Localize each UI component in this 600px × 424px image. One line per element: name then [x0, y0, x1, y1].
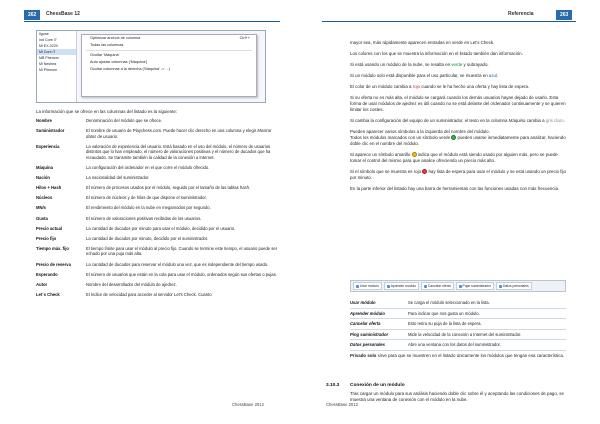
- menu-item-label: Ocultar 'Máquina': [90, 53, 120, 57]
- gray-word: gris claro: [545, 118, 564, 123]
- menu-item-hide-right[interactable]: [82, 66, 256, 73]
- cancel-offer-button[interactable]: Cancelar oferta: [421, 282, 454, 290]
- definition-term: Experiencia: [36, 143, 60, 149]
- right-column-text: [350, 40, 566, 197]
- privado-note: Privado solo sirve para que se muestren en el listado únicamente los módulos que tengan esa característica.: [350, 353, 565, 358]
- section-text: Tras cargar un módulo para sus análisis haciendo doble clic sobre él y aceptando las condiciones de pago, se muestra una ventana de conexión con el módulo en la nube.: [350, 391, 564, 402]
- menu-item-autofit[interactable]: [82, 59, 256, 66]
- toolbar-term: Aprender módulo: [350, 308, 408, 319]
- definition-text: La valoración de experiencia del usuario. Está basado en el uso del módulo, el número de usuarios distintos que lo han empleado, el número de valoraciones positivas y el número de ducados que ha recaudado. Se transmite también la calidad de la conexión a Internet.: [86, 143, 271, 160]
- paragraph: Pueden aparecer varios símbolos a la izquierda del nombre del módulo.: [350, 129, 490, 134]
- paragraph: Si está usando un módulo de la nube, se resalta en verde y subrayado.: [350, 62, 489, 67]
- definition-text: La nacionalidad del suministrador.: [86, 175, 150, 181]
- paragraph: Si cambia la configuración del equipo de un suministrador, el texto en la columna Máquina cambia a gris claro.: [350, 118, 565, 123]
- paragraph: Si un módulo solo está disponible para el uso particular, se muestra en azul.: [350, 73, 499, 78]
- red-word: rojo: [412, 84, 421, 89]
- definition-row: [36, 281, 280, 291]
- list-item: Mi EX-3220: [39, 44, 58, 48]
- menu-item-label: Optimizar anchos de columna: [90, 36, 141, 40]
- definition-row: [36, 184, 280, 194]
- toolbar-term: Datos personales: [350, 340, 408, 351]
- user-icon: [499, 285, 502, 288]
- menu-item-all-columns[interactable]: [82, 42, 256, 49]
- definition-text: El número de procesos usados por el módulo, seguido por el tamaño de las tablas hash.: [86, 185, 251, 191]
- header-rule-right: [322, 21, 576, 22]
- definition-text: La cantidad de ducados para reservar el módulo una vez, que es independiente del tiempo usado.: [86, 261, 269, 267]
- toolbar-term: Usar módulo: [350, 298, 408, 308]
- definition-term: Let´s Check: [36, 291, 60, 297]
- paragraph: El color de un módulo cambia a rojo cuando se le ha hecho una oferta y hay lista de espera.: [350, 84, 530, 89]
- list-item: Mi Core i7: [37, 49, 76, 55]
- green-symbol-icon: [451, 135, 456, 140]
- definition-term: Tiempo máx. fijo: [36, 245, 69, 251]
- definition-term: Gusta: [36, 215, 48, 221]
- definition-text: Nombre del desarrollador del módulo de ajedrez.: [86, 281, 177, 287]
- definition-term: MN/s: [36, 205, 47, 211]
- toolbar-row: [350, 329, 566, 340]
- toolbar-table: [350, 298, 566, 351]
- red-symbol-icon: [422, 169, 427, 174]
- definition-row: [36, 261, 280, 271]
- definition-row: [36, 127, 280, 143]
- definition-text: El nombre de usuario de Playchess.com. Puede hacer clic derecho en una columna y elegir Mostrar datos de usuario.: [86, 128, 272, 139]
- definition-term: Precio actual: [36, 225, 63, 231]
- menu-item-label: Ocultar columnas a la derecha ('Máquina' -> ...): [90, 67, 170, 71]
- paragraph: Los colores con los que se muestra la información en el listado también dan información.: [350, 51, 523, 56]
- paragraph: En la parte inferior del listado hay una barra de herramientas con las funciones usadas con más frecuencia.: [350, 186, 560, 191]
- menu-item-optimize[interactable]: [82, 35, 256, 42]
- menu-item-hide-machine[interactable]: [82, 52, 256, 59]
- toolbar-desc: Abre una ventana con los datos del suministrador.: [408, 340, 566, 351]
- toolbar-desc: Esto retira su puja de la lista de espera.: [408, 319, 566, 330]
- definition-term: Suministrador: [36, 128, 65, 134]
- toolbar-term: Cancelar oferta: [350, 319, 408, 330]
- definition-text: El número de usuarios que están en la cola para usar el módulo, ordenados según sus ofertas o pujas.: [86, 271, 277, 277]
- definition-row: [36, 194, 280, 204]
- ping-provider-button[interactable]: Pujar suministrador: [456, 282, 494, 290]
- engine-list: [37, 31, 77, 103]
- blue-word: azul: [488, 73, 497, 78]
- definition-term: Hilos + Hash: [36, 185, 62, 191]
- toolbar-desc: Para indicar que nos gusta un módulo.: [408, 308, 566, 319]
- header-title-right: Referencia: [508, 11, 534, 17]
- yellow-symbol-icon: [412, 152, 417, 157]
- context-menu-screenshot: [36, 30, 266, 103]
- footer-left: ChessBase 2012: [232, 402, 264, 407]
- definition-row: [36, 164, 280, 174]
- definition-row: [36, 117, 280, 127]
- footer-right: ChessBase 2012: [326, 402, 358, 407]
- green-word: verde: [451, 62, 463, 67]
- definition-text: El rendimiento del módulo en la nube en megamodos por segundo.: [86, 205, 211, 211]
- menu-item-label: Auto ajustar columnas ('Máquina'): [90, 60, 148, 64]
- section-number: 3.10.3: [326, 383, 340, 388]
- toolbar-row: [350, 340, 566, 351]
- list-item: MB Phenom: [39, 56, 59, 60]
- definition-row: [36, 215, 280, 225]
- paragraph: Si el símbolo que se muestra es rojo hay lista de espera para usar el módulo y se está usando un precio fijo por minuto.: [350, 169, 566, 180]
- definition-term: Precio fijo: [36, 235, 57, 241]
- definition-text: La configuración del ordenador en el que corre el módulo ofrecido.: [86, 165, 210, 171]
- definition-row: [36, 143, 280, 164]
- page-number-left: 262: [24, 10, 40, 20]
- header-rule-left: [24, 21, 280, 22]
- definition-term: Nación: [36, 175, 50, 181]
- paragraph: Todos los módulos marcados con un símbolo verde pueden usarse inmediatamente para analizar, haciendo doble clic en el nombre del módulo.: [350, 135, 566, 146]
- definition-term: Esperando: [36, 271, 58, 277]
- list-item: Ind Core i7: [39, 38, 57, 42]
- paragraph: Si aparece un símbolo amarillo indica que el módulo está siendo usado por alguien más, pero se puede tomar el control del mismo para que analice ofreciendo un precio más alto.: [350, 152, 558, 163]
- definition-text: Denominación del módulo que se ofrece.: [86, 118, 163, 123]
- definition-term: Máquina: [36, 165, 53, 171]
- cancel-icon: [424, 285, 427, 288]
- toolbar-desc: Mide la velocidad de la conexión a Internet del suministrador.: [408, 329, 566, 340]
- definition-text: El número de núcleos y de hilos de que dispone el suministrador.: [86, 195, 207, 201]
- definition-term: Nombre: [36, 118, 52, 123]
- thumb-icon: [387, 285, 390, 288]
- definitions-table: [36, 117, 280, 301]
- definition-row: [36, 204, 280, 214]
- definition-term: Autor: [36, 281, 48, 287]
- engine-toolbar: [350, 280, 566, 292]
- toolbar-desc: Se carga el módulo seleccionado en la lista.: [408, 298, 566, 308]
- definition-term: Precio de reserva: [36, 261, 71, 267]
- personal-data-button[interactable]: Datos personales: [496, 282, 532, 290]
- toolbar-row: [350, 319, 566, 330]
- definition-term: Núcleos: [36, 195, 53, 201]
- section-title: Conexión de un módulo: [350, 383, 405, 388]
- definition-text: El índice de velocidad para acceder al servidor Let's Check. Cuanto: [86, 291, 212, 297]
- definition-row: [36, 174, 280, 184]
- toolbar-term: Ping suministrador: [350, 329, 408, 340]
- context-menu: [81, 34, 257, 97]
- paragraph: mayor sea, más rápidamente aparecen entradas en verde en Let's Check.: [350, 40, 495, 45]
- definition-text: El número de valoraciones positivas recibidas de los usuarios.: [86, 215, 202, 221]
- menu-item-shortcut: Ctrl++: [239, 36, 250, 40]
- list-item: Ilgune: [39, 32, 49, 36]
- list-item: Mi Phenom: [39, 68, 58, 72]
- play-icon: [356, 285, 359, 288]
- intro-text: La información que se ofrece en las columnas del listado es la siguiente:: [36, 109, 178, 114]
- definition-row: [36, 225, 280, 235]
- menu-item-label: Todas las columnas: [90, 43, 124, 47]
- list-item: Mi Neshea: [39, 62, 57, 66]
- use-engine-button[interactable]: Usar módulo: [353, 282, 382, 290]
- definition-text: La cantidad de ducados por minuto para usar el módulo, decidido por el usuario.: [86, 225, 236, 231]
- header-title-left: ChessBase 12: [46, 11, 80, 17]
- menu-separator: [86, 50, 252, 51]
- definition-row: [36, 245, 280, 261]
- ping-icon: [459, 285, 462, 288]
- like-engine-button[interactable]: Aprender módulo: [384, 282, 419, 290]
- paragraph: Si su oferta no es más alta, el módulo se cargará cuando los demás usuarios hayan dejado de usarlo. Esta forma de usar módulos de ajedrez es útil cuando no se está delante del ordenador continuamente y se quieren limitar los costes.: [350, 95, 566, 112]
- definition-text: El tiempo límite para usar el módulo al precio fijo. Cuando se termine este tiempo, el usuario puede ser echado por una puja más alta.: [86, 245, 278, 257]
- definition-row: [36, 235, 280, 245]
- page-number-right: 263: [556, 10, 572, 20]
- definition-row: [36, 291, 280, 301]
- definition-text: La cantidad de ducados por minuto, decidido por el suministrador.: [86, 235, 209, 241]
- toolbar-row: [350, 298, 566, 308]
- definition-row: [36, 271, 280, 281]
- toolbar-row: [350, 308, 566, 319]
